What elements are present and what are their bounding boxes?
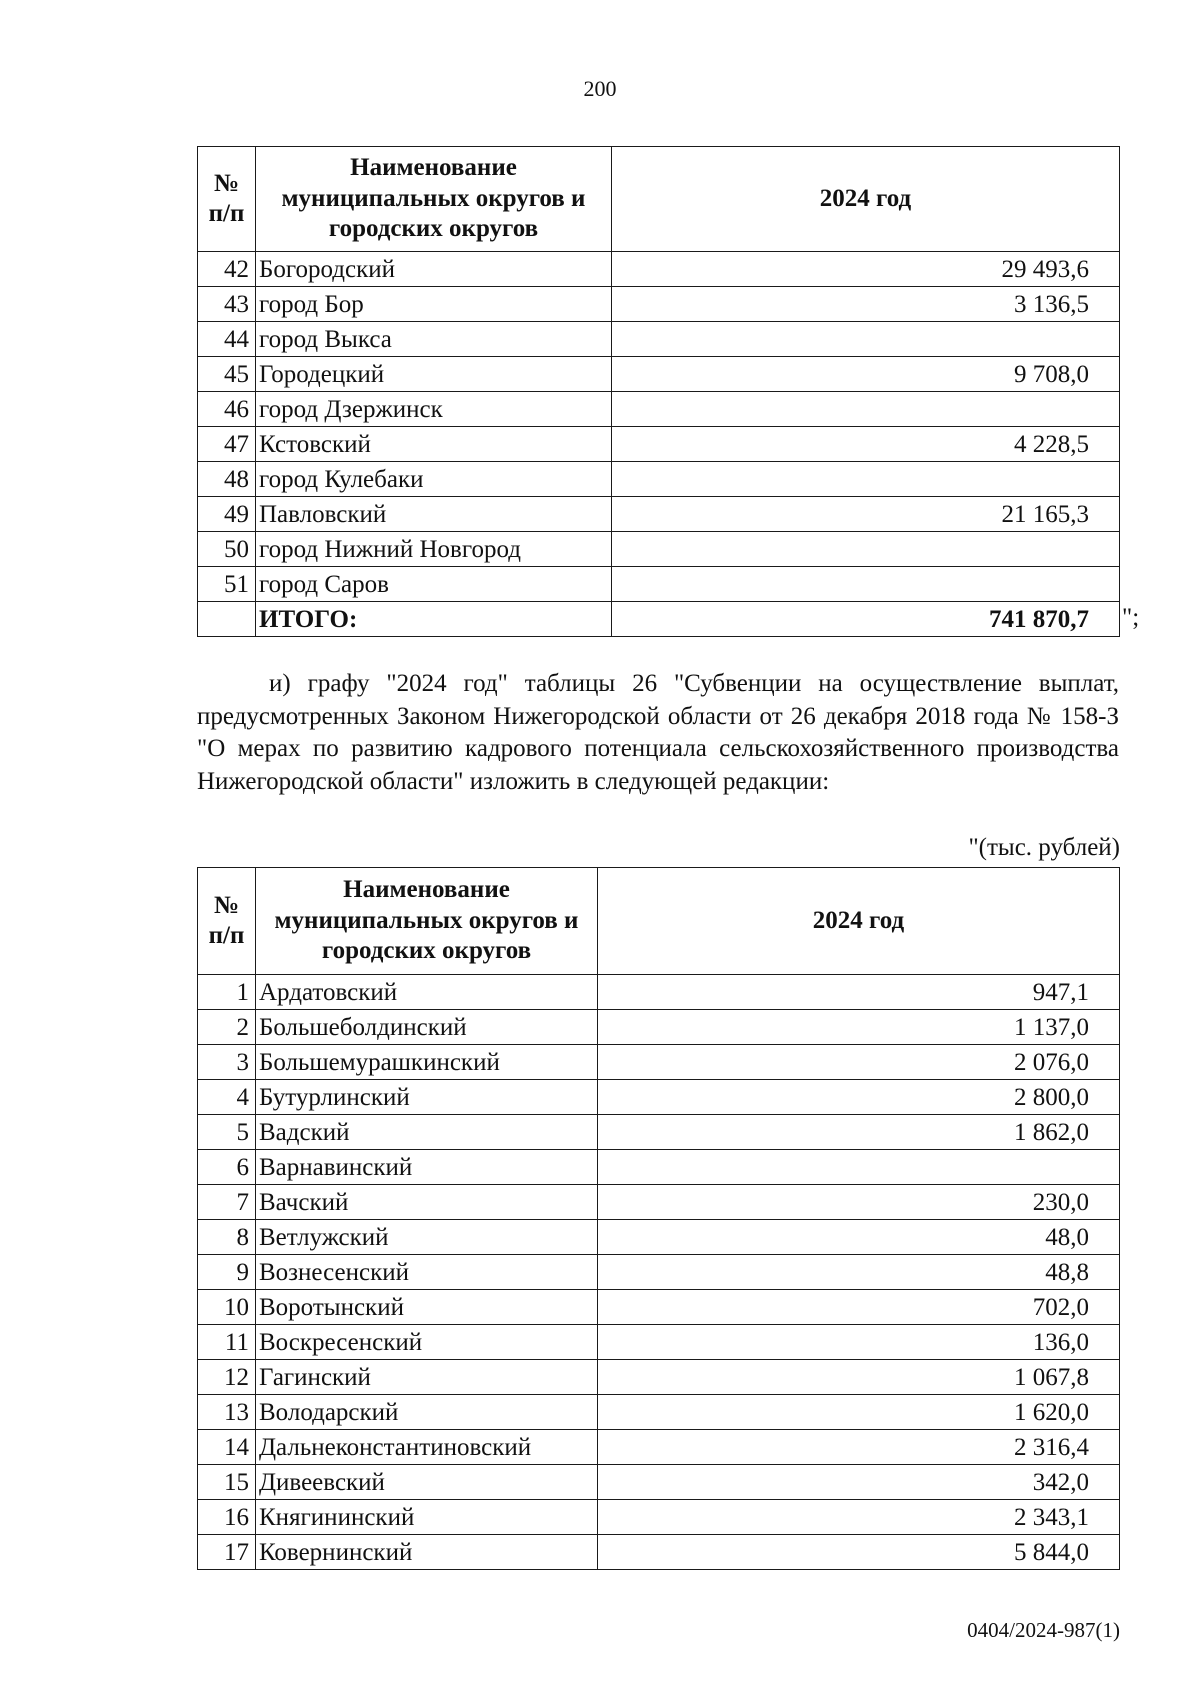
table-row (198, 1325, 1120, 1360)
row-name: Ковернинский (256, 1535, 598, 1570)
table-row (198, 532, 1120, 567)
table-row (198, 1255, 1120, 1290)
row-value: 21 165,3 (612, 497, 1120, 532)
total-value: 741 870,7 (612, 602, 1120, 637)
row-name: Вачский (256, 1185, 598, 1220)
document-code: 0404/2024-987(1) (967, 1618, 1120, 1642)
row-name: город Кулебаки (256, 462, 612, 497)
total-row (198, 602, 1120, 637)
table-row (198, 287, 1120, 322)
row-name: Бутурлинский (256, 1080, 598, 1115)
closing-quote: "; (1122, 604, 1140, 631)
row-num: 50 (198, 532, 256, 567)
row-num: 49 (198, 497, 256, 532)
row-value: 2 316,4 (598, 1430, 1120, 1465)
row-value: 1 067,8 (598, 1360, 1120, 1395)
table-row (198, 1500, 1120, 1535)
table-header-row (198, 868, 1120, 975)
table-header-row (198, 147, 1120, 252)
row-num: 14 (198, 1430, 256, 1465)
row-num: 12 (198, 1360, 256, 1395)
total-label: ИТОГО: (256, 602, 612, 637)
table-row (198, 1360, 1120, 1395)
row-value (612, 392, 1120, 427)
table-row (198, 1045, 1120, 1080)
table-row (198, 392, 1120, 427)
row-value (612, 567, 1120, 602)
row-value (612, 322, 1120, 357)
row-name: Варнавинский (256, 1150, 598, 1185)
table-row (198, 567, 1120, 602)
row-name: Богородский (256, 252, 612, 287)
table-row (198, 1290, 1120, 1325)
table-row (198, 1080, 1120, 1115)
row-name: Дивеевский (256, 1465, 598, 1500)
row-value: 1 137,0 (598, 1010, 1120, 1045)
row-name: Павловский (256, 497, 612, 532)
row-num: 8 (198, 1220, 256, 1255)
row-value: 2 800,0 (598, 1080, 1120, 1115)
row-value (612, 532, 1120, 567)
table-row (198, 1220, 1120, 1255)
row-num: 16 (198, 1500, 256, 1535)
row-value (598, 1150, 1120, 1185)
table-row (198, 252, 1120, 287)
table-row (198, 1185, 1120, 1220)
table-row (198, 1010, 1120, 1045)
row-value: 5 844,0 (598, 1535, 1120, 1570)
row-value: 2 076,0 (598, 1045, 1120, 1080)
row-value (612, 462, 1120, 497)
table-row (198, 427, 1120, 462)
row-num: 44 (198, 322, 256, 357)
row-name: город Бор (256, 287, 612, 322)
table-row (198, 462, 1120, 497)
row-num: 47 (198, 427, 256, 462)
row-num: 43 (198, 287, 256, 322)
table-row (198, 1395, 1120, 1430)
row-num: 5 (198, 1115, 256, 1150)
units-label: "(тыс. рублей) (968, 834, 1120, 861)
table-row (198, 1465, 1120, 1500)
row-name: город Нижний Новгород (256, 532, 612, 567)
row-num: 13 (198, 1395, 256, 1430)
row-value: 4 228,5 (612, 427, 1120, 462)
header-year: 2024 год (598, 868, 1120, 975)
header-name: Наименование муниципальных округов и городских округов (256, 147, 612, 252)
row-name: Княгининский (256, 1500, 598, 1535)
row-num: 3 (198, 1045, 256, 1080)
table-row (198, 497, 1120, 532)
row-value: 342,0 (598, 1465, 1120, 1500)
row-name: Ветлужский (256, 1220, 598, 1255)
row-name: город Дзержинск (256, 392, 612, 427)
row-value: 48,0 (598, 1220, 1120, 1255)
row-name: Володарский (256, 1395, 598, 1430)
row-name: Вознесенский (256, 1255, 598, 1290)
table-row (198, 357, 1120, 392)
table-1 (197, 146, 1120, 637)
header-name: Наименование муниципальных округов и городских округов (256, 868, 598, 975)
row-value: 3 136,5 (612, 287, 1120, 322)
row-name: Воротынский (256, 1290, 598, 1325)
table-row (198, 322, 1120, 357)
row-name: Ардатовский (256, 975, 598, 1010)
row-name: Большеболдинский (256, 1010, 598, 1045)
row-num: 46 (198, 392, 256, 427)
row-name: Гагинский (256, 1360, 598, 1395)
row-value: 702,0 (598, 1290, 1120, 1325)
row-name: город Выкса (256, 322, 612, 357)
header-num: № п/п (198, 147, 256, 252)
row-num: 42 (198, 252, 256, 287)
total-num-cell (198, 602, 256, 637)
row-name: город Саров (256, 567, 612, 602)
row-value: 29 493,6 (612, 252, 1120, 287)
body-paragraph: и) графу "2024 год" таблицы 26 "Субвенции на осуществление выплат, предусмотренных Законом Нижегородской области от 26 декабря 2018 года № 158-З "О мерах по развитию кадрового потенциала сельскохозяйственного производства Нижегородской области" изложить в следующей редакции: (197, 670, 1119, 795)
page-number: 200 (583, 76, 617, 101)
table-row (198, 1430, 1120, 1465)
row-value: 1 620,0 (598, 1395, 1120, 1430)
row-value: 48,8 (598, 1255, 1120, 1290)
table-row (198, 1115, 1120, 1150)
row-name: Воскресенский (256, 1325, 598, 1360)
row-num: 11 (198, 1325, 256, 1360)
row-num: 45 (198, 357, 256, 392)
row-value: 9 708,0 (612, 357, 1120, 392)
row-num: 48 (198, 462, 256, 497)
table-2 (197, 867, 1120, 1570)
row-value: 136,0 (598, 1325, 1120, 1360)
row-value: 2 343,1 (598, 1500, 1120, 1535)
row-value: 1 862,0 (598, 1115, 1120, 1150)
row-name: Городецкий (256, 357, 612, 392)
row-num: 15 (198, 1465, 256, 1500)
row-name: Большемурашкинский (256, 1045, 598, 1080)
row-num: 6 (198, 1150, 256, 1185)
row-num: 10 (198, 1290, 256, 1325)
table-row (198, 1535, 1120, 1570)
header-year: 2024 год (612, 147, 1120, 252)
row-num: 7 (198, 1185, 256, 1220)
row-num: 17 (198, 1535, 256, 1570)
table-row (198, 975, 1120, 1010)
row-name: Кстовский (256, 427, 612, 462)
row-num: 4 (198, 1080, 256, 1115)
table-row (198, 1150, 1120, 1185)
row-num: 9 (198, 1255, 256, 1290)
row-num: 2 (198, 1010, 256, 1045)
row-num: 1 (198, 975, 256, 1010)
row-name: Вадский (256, 1115, 598, 1150)
row-name: Дальнеконстантиновский (256, 1430, 598, 1465)
row-num: 51 (198, 567, 256, 602)
row-value: 230,0 (598, 1185, 1120, 1220)
header-num: № п/п (198, 868, 256, 975)
row-value: 947,1 (598, 975, 1120, 1010)
